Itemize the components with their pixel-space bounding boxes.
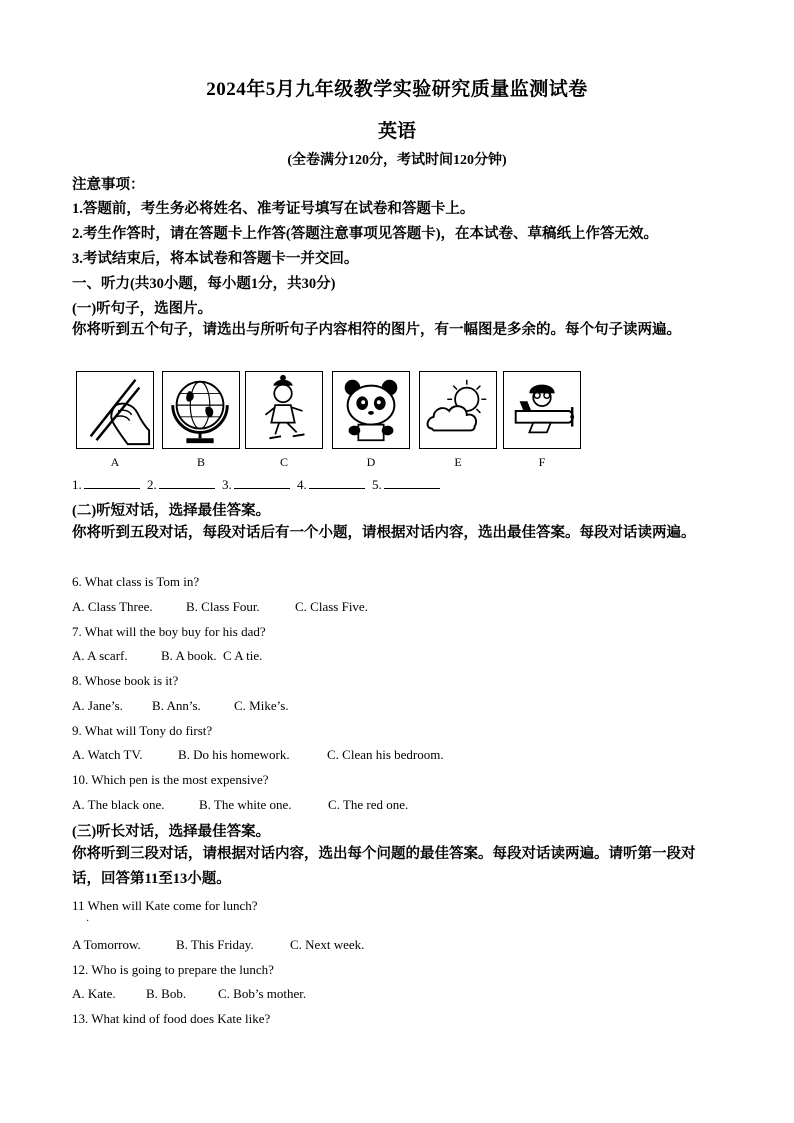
blank-number: 2. bbox=[147, 477, 157, 492]
answer-options bbox=[72, 986, 306, 1002]
option: C. The red one. bbox=[328, 797, 409, 812]
question-text: 10. Which pen is the most expensive? bbox=[72, 772, 269, 787]
answer-blank[interactable] bbox=[384, 476, 440, 489]
picture-label: C bbox=[279, 455, 288, 469]
answer-options bbox=[72, 747, 444, 763]
question-text: 8. Whose book is it? bbox=[72, 673, 179, 688]
option: B. This Friday. bbox=[176, 937, 254, 952]
part-heading: (一)听句子，选图片。 bbox=[72, 301, 213, 317]
option: C. Bob’s mother. bbox=[218, 986, 307, 1001]
part-heading: (三)听长对话，选择最佳答案。 bbox=[72, 824, 271, 840]
option: B. A book. bbox=[161, 648, 217, 663]
answer-blank[interactable] bbox=[159, 476, 215, 489]
sun-cloud-icon bbox=[419, 371, 497, 449]
answer-blanks bbox=[72, 476, 444, 493]
exam-title: 2024年5月九年级教学实验研究质量监测试卷 bbox=[206, 79, 588, 100]
picture-label: B bbox=[196, 455, 205, 469]
picture-label: A bbox=[110, 455, 120, 469]
note-item: 2.考生作答时，请在答题卡上作答(答题注意事项见答题卡)，在本试卷、草稿纸上作答无效。 bbox=[72, 226, 659, 242]
option: A Tomorrow. bbox=[72, 937, 141, 952]
part-instructions: 你将听到三段对话，请根据对话内容，选出每个问题的最佳答案。每段对话读两遍。请听第一段对话，回答第11至13小题。 bbox=[72, 846, 696, 887]
question-text: 6. What class is Tom in? bbox=[72, 574, 200, 589]
option: A. Class Three. bbox=[72, 599, 153, 614]
chopsticks-icon bbox=[76, 371, 154, 449]
option: C. Class Five. bbox=[295, 599, 368, 614]
part-instructions: 你将听到五个句子，请选出与所听句子内容相符的图片，有一幅图是多余的。每个句子读两遍。 bbox=[72, 322, 681, 338]
option: C. Mike’s. bbox=[234, 698, 289, 713]
option: A. Kate. bbox=[72, 986, 116, 1001]
option: B. Do his homework. bbox=[178, 747, 290, 762]
option: B. Ann’s. bbox=[152, 698, 201, 713]
skating-girl-icon bbox=[245, 371, 323, 449]
exam-info: (全卷满分120分，考试时间120分钟) bbox=[287, 153, 507, 168]
globe-icon bbox=[162, 371, 240, 449]
option: B. The white one. bbox=[199, 797, 292, 812]
panda-icon bbox=[332, 371, 410, 449]
blank-number: 4. bbox=[297, 477, 307, 492]
part-heading: (二)听短对话，选择最佳答案。 bbox=[72, 503, 271, 519]
answer-blank[interactable] bbox=[234, 476, 290, 489]
note-item: 1.答题前，考生务必将姓名、准考证号填写在试卷和答题卡上。 bbox=[72, 201, 475, 217]
blank-number: 3. bbox=[222, 477, 232, 492]
answer-options bbox=[72, 648, 262, 664]
section-heading: 一、听力(共30小题，每小题1分，共30分) bbox=[72, 276, 336, 292]
picture-label: D bbox=[366, 455, 376, 469]
option: A. The black one. bbox=[72, 797, 165, 812]
answer-blank[interactable] bbox=[84, 476, 140, 489]
answer-options bbox=[72, 937, 364, 953]
option: B. Class Four. bbox=[186, 599, 260, 614]
question-text: 13. What kind of food does Kate like? bbox=[72, 1011, 271, 1026]
option: A. Jane’s. bbox=[72, 698, 123, 713]
option: C A tie. bbox=[223, 648, 263, 663]
blank-number: 1. bbox=[72, 477, 82, 492]
note-item: 3.考试结束后，将本试卷和答题卡一并交回。 bbox=[72, 251, 359, 267]
pilot-plane-icon bbox=[503, 371, 581, 449]
option: A. Watch TV. bbox=[72, 747, 143, 762]
answer-blank[interactable] bbox=[309, 476, 365, 489]
part-instructions: 你将听到五段对话，每段对话后有一个小题，请根据对话内容，选出最佳答案。每段对话读两遍。 bbox=[72, 525, 696, 541]
question-text: 9. What will Tony do first? bbox=[72, 723, 213, 738]
answer-options bbox=[72, 797, 408, 813]
answer-options bbox=[72, 698, 289, 714]
stray-mark: · bbox=[86, 916, 90, 927]
picture-row bbox=[76, 371, 586, 471]
picture-label: E bbox=[454, 455, 462, 469]
answer-options bbox=[72, 599, 368, 615]
question-text: 12. Who is going to prepare the lunch? bbox=[72, 962, 274, 977]
option: C. Next week. bbox=[290, 937, 365, 952]
option: C. Clean his bedroom. bbox=[327, 747, 444, 762]
notes-heading: 注意事项： bbox=[72, 177, 145, 193]
picture-label: F bbox=[538, 455, 546, 469]
option: A. A scarf. bbox=[72, 648, 128, 663]
blank-number: 5. bbox=[372, 477, 382, 492]
question-text: 11 When will Kate come for lunch? bbox=[72, 898, 258, 913]
exam-subject: 英语 bbox=[377, 121, 416, 142]
option: B. Bob. bbox=[146, 986, 187, 1001]
question-text: 7. What will the boy buy for his dad? bbox=[72, 624, 266, 639]
